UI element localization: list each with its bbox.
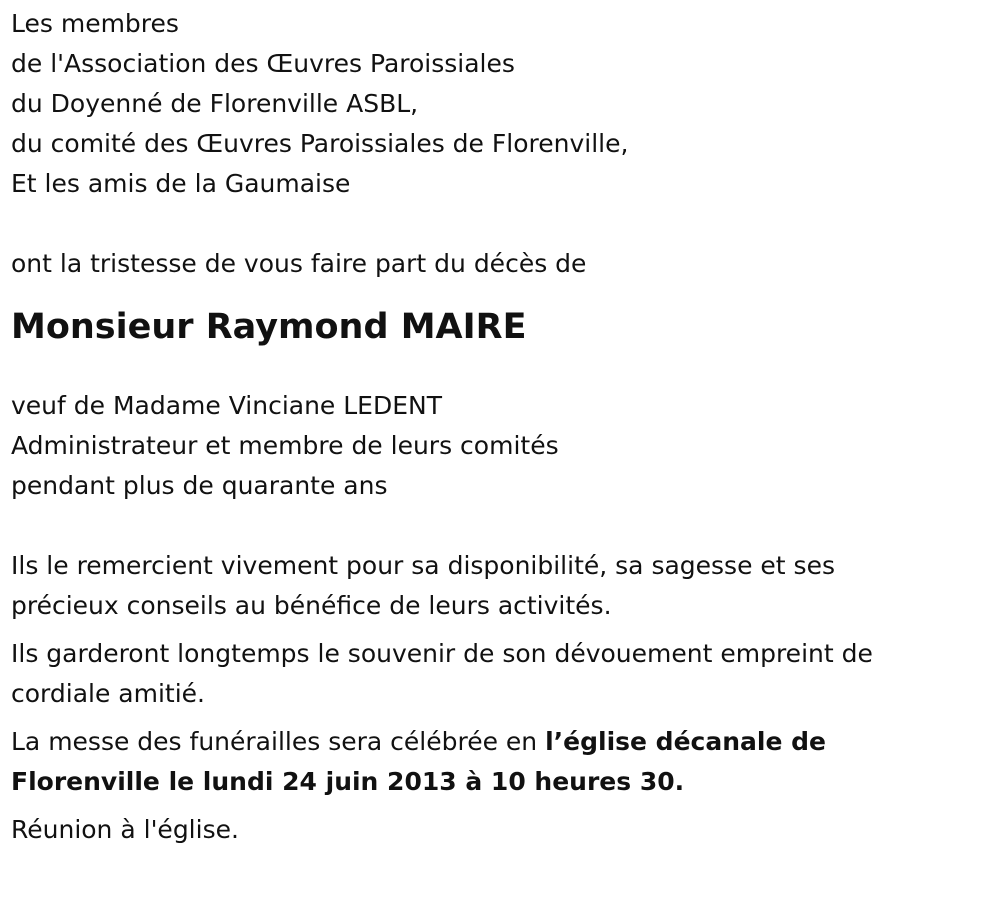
intro-line: Les membres <box>11 9 179 38</box>
meeting-text: Réunion à l'église. <box>11 815 239 844</box>
funeral-date-time: Florenville le lundi 24 juin 2013 à 10 heures 30. <box>11 767 685 796</box>
thanks-line: précieux conseils au bénéfice de leurs activités. <box>11 591 612 620</box>
thanks-paragraph <box>11 546 981 626</box>
details-block <box>11 386 981 506</box>
deceased-name: Monsieur Raymond MAIRE <box>11 307 527 347</box>
detail-line: pendant plus de quarante ans <box>11 471 388 500</box>
funeral-line-1 <box>11 722 981 762</box>
spacer <box>11 204 981 244</box>
funeral-paragraph <box>11 722 981 802</box>
obituary-notice <box>11 4 981 850</box>
announcement-text: ont la tristesse de vous faire part du décès de <box>11 249 587 278</box>
memory-line: cordiale amitié. <box>11 679 205 708</box>
spacer <box>11 506 981 546</box>
intro-line: du Doyenné de Florenville ASBL, <box>11 89 419 118</box>
funeral-prefix: La messe des funérailles sera célébrée en <box>11 727 546 756</box>
meeting-paragraph <box>11 810 981 850</box>
intro-line: de l'Association des Œuvres Paroissiales <box>11 49 515 78</box>
funeral-location: l’église décanale de <box>545 727 826 756</box>
intro-block <box>11 4 981 204</box>
detail-line: Administrateur et membre de leurs comités <box>11 431 559 460</box>
memory-line: Ils garderont longtemps le souvenir de son dévouement empreint de <box>11 639 873 668</box>
intro-line: du comité des Œuvres Paroissiales de Florenville, <box>11 129 629 158</box>
memory-paragraph <box>11 634 981 714</box>
detail-line: veuf de Madame Vinciane LEDENT <box>11 391 442 420</box>
intro-line: Et les amis de la Gaumaise <box>11 169 351 198</box>
thanks-line: Ils le remercient vivement pour sa disponibilité, sa sagesse et ses <box>11 551 835 580</box>
